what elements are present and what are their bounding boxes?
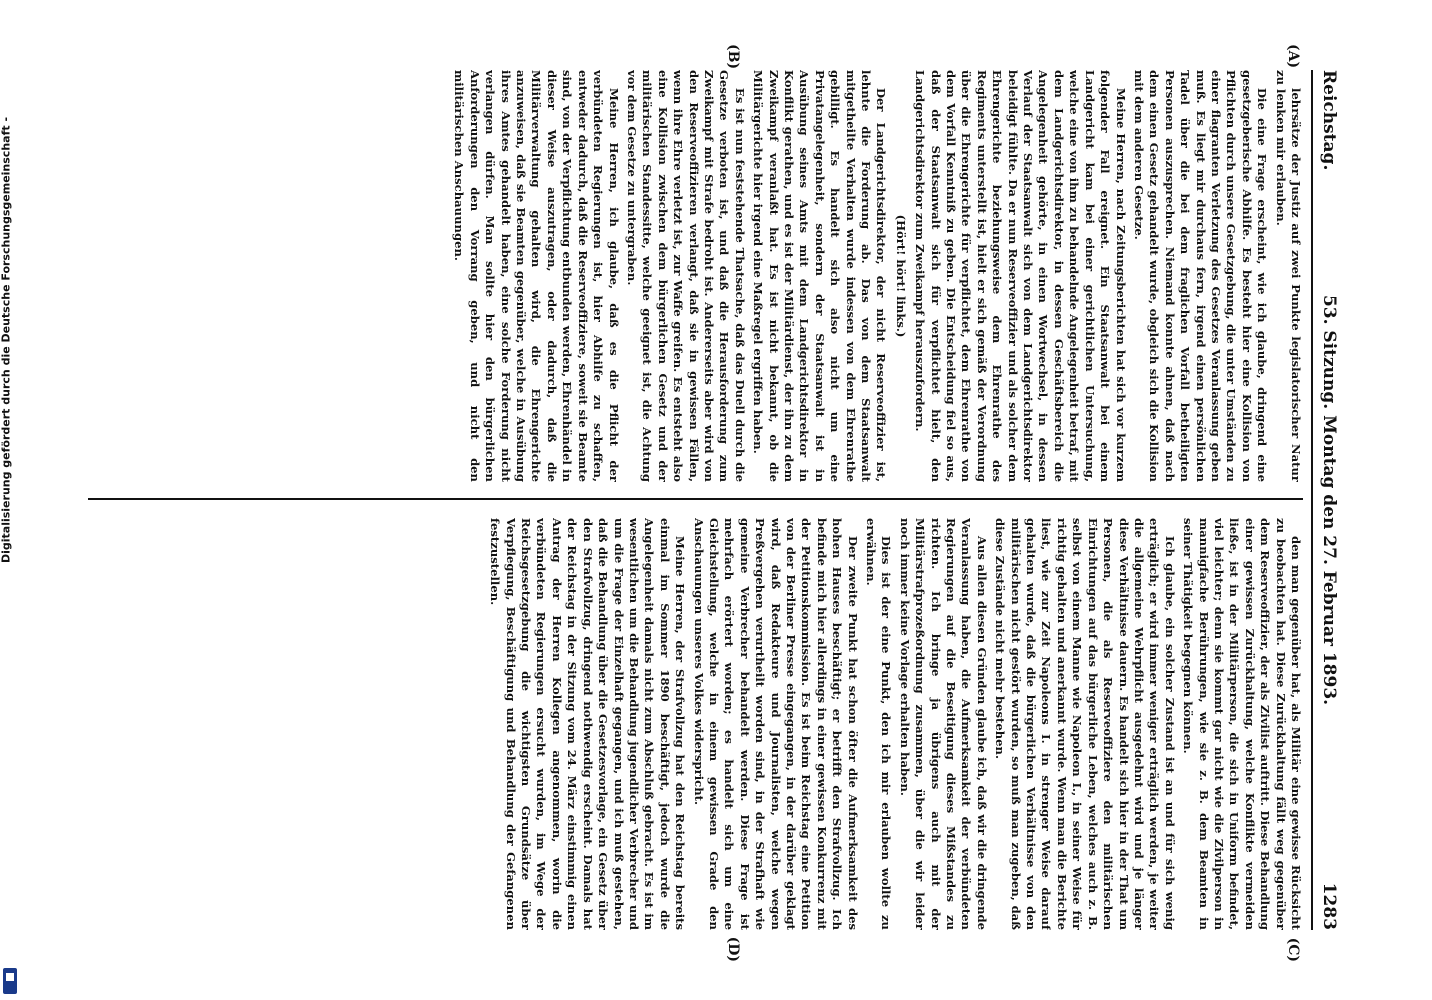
paragraph: Der Landgerichtsdirektor, der nicht Reserveoffizier ist, lehnte die Forderung ab. Das von dem Staatsanwalt mitgetheilte Verhalten wurde indessen von dem Ehrenrathe gebilligt. Es handelt sich also nicht um eine Privatangelegenheit, sondern der Staatsanwalt ist in Ausübung seines Amts mit dem Landgerichtsdirektor in Konflikt gerathen, und es ist der Militärdienst, der ihn zu dem Zweikampf veranlaßt hat. Es ist nicht bekannt, ob die Militärgerichte hier irgend eine Maßregel ergriffen haben.	[751, 70, 889, 482]
column-divider	[88, 498, 1303, 500]
credit-text: Digitalisierung gefördert durch die Deutsche Forschungsgemeinschaft -	[0, 116, 13, 564]
paragraph: Die eine Frage erscheint, wie ich glaube, dringend eine gesetzgeberische Abhilfe. Es besteht hier eine Kollision von Pflichten durch unsere Gesetzgebung, die unter Umständen zu einer flagranten Verletzung des Gesetzes Veranlassung geben muß. Es liegt mir durchaus fern, irgend einen persönlichen Tadel über die bei dem fraglichen Vorfall betheiligten Personen auszusprechen. Niemand konnte ahnen, daß nach dem einen Gesetz gehandelt wurde, obgleich sich die Kollision mit dem anderen Gesetze.	[1131, 70, 1270, 482]
digitization-credit	[0, 20, 16, 660]
left-column	[88, 70, 1303, 482]
paragraph: Der zweite Punkt hat schon öfter die Aufmerksamkeit des hohen Hauses beschäftigt; er betrifft den Strafvollzug. Ich befinde mich hier allerdings in einer gewissen Konkurrenz mit der Petitionskommission. Es ist beim Reichstag eine Petition von der Berliner Presse eingegangen, in der darüber geklagt wird, daß Redakteure und Journalisten, welche wegen Preßvergehen verurtheilt worden sind, in der Strafhaft wie gemeine Verbrecher behandelt werden. Diese Frage ist mehrfach erörtert worden; es handelt sich um eine Gleichstellung, welche in einem gewissen Grade den Anschauungen unseres Volkes widerspricht.	[691, 518, 860, 930]
paragraph: Meine Herren, ich glaube, daß es die Pflicht der verbündeten Regierungen ist, hier Abhilfe zu schaffen, entweder dadurch, daß die Reserveoffiziere, soweit sie Beamte sind, von der Verpflichtung entbunden werden, Ehrenhändel in dieser Weise auszutragen, oder dadurch, daß die Militärverwaltung gehalten wird, die Ehrengerichte anzuweisen, daß sie Beamten gegenüber, welche in Ausübung ihres Amtes gehandelt haben, eine solche Forderung nicht verlangen dürfen. Man sollte hier den bürgerlichen Anforderungen den Vorrang geben, und nicht den militärischen Anschauungen.	[452, 70, 621, 482]
paragraph: lehrsätze der Justiz auf zwei Punkte legislatorischer Natur zu lenken mir erlauben.	[1273, 70, 1303, 482]
dfg-logo-icon	[3, 968, 17, 994]
page-number: 1283	[1319, 882, 1339, 930]
paragraph: den man gegenüber hat, als Militär eine gewisse Rücksicht zu beobachten hat. Diese Zurückhaltung fällt weg gegenüber dem Reserveoffizier, der als Zivilist auftritt. Diese Behandlung einer gewissen Zurückhaltung, welche Konflikte vermeiden ließe, ist in der Militärperson, die sich in Uniform befindet, viel leichter; denn sie kommt gar nicht wie die Zivilperson in mannigfache Berührungen, wie sie z. B. dem Beamten in seiner Thätigkeit begegnen können.	[1181, 518, 1303, 930]
right-column	[88, 518, 1303, 930]
paragraph: Es ist nun feststehende Thatsache, daß das Duell durch die Gesetze verboten ist, und daß die Herausforderung zum Zweikampf mit Strafe bedroht ist. Andererseits aber wird von den Reserveoffizieren verlangt, daß sie in gewissen Fällen, wenn ihre Ehre verletzt ist, zur Waffe greifen. Es entsteht also eine Kollision zwischen dem bürgerlichen Gesetz und der militärischen Standessitte, welche geeignet ist, die Achtung vor dem Gesetze zu untergraben.	[624, 70, 747, 482]
interjection: (Hört! hört! links.)	[893, 214, 908, 338]
paragraph: Meine Herren, nach Zeitungsberichten hat sich vor kurzem folgender Fall ereignet. Ein Staatsanwalt bei einem Landgericht kam bei einer gerichtlichen Untersuchung, welche eine von ihm zu behandelnde Angelegenheit betraf, mit dem Landgerichtsdirektor, in dessen Geschäftsbereich die Angelegenheit gehörte, in einen Wortwechsel, in dessen Verlauf der Staatsanwalt sich von dem Landgerichtsdirektor beleidigt fühlte. Da er nun Reserveoffizier und als solcher dem Ehrengerichte beziehungsweise dem Ehrenrathe des Regiments unterstellt ist, hielt er sich gemäß der Verordnung über die Ehrengerichte für verpflichtet, dem Ehrenrathe von dem Vorfall Kenntniß zu geben. Die Entscheidung fiel so aus, daß der Staatsanwalt sich für verpflichtet hielt, den Landgerichtsdirektor zum Zweikampf herauszufordern.	[913, 70, 1128, 482]
paragraph: Ich glaube, ein solcher Zustand ist an und für sich wenig erträglich; er wird immer weniger erträglich werden, je weiter die allgemeine Wehrpflicht ausgedehnt wird und je länger diese Verhältnisse dauern. Es handelt sich hier in der That um Personen, die als Reserveoffiziere den militärischen Einrichtungen auf das bürgerliche Leben, welches auch z. B. selbst von einem Manne wie Napoleon I., in seiner Weise für richtig gehalten und anerkannt wurde. Wenn man die Berichte liest, wie zur Zeit Napoleons I. in strenger Weise darauf gehalten wurde, daß die bürgerlichen Verhältnisse von den militärischen nicht gestört wurden, so muß man zugeben, daß diese Zustände nicht mehr bestehen.	[993, 518, 1177, 930]
paragraph: Aus allen diesen Gründen glaube ich, daß wir die dringende Veranlassung haben, die Aufmerksamkeit der verbündeten Regierungen auf die Beseitigung dieses Mißstandes zu richten. Ich bringe ja übrigens auch mit der Militärstrafprozeßordnung zusammen, über die wir leider noch immer keine Vorlage erhalten haben.	[897, 518, 989, 930]
rotated-document	[71, 20, 1361, 980]
margin-marker-a: (A)	[1285, 44, 1301, 69]
page-header	[1311, 70, 1343, 930]
margin-marker-c: (C)	[1285, 937, 1301, 962]
paragraph: Dies ist der eine Punkt, den ich mir erlauben wollte zu erwähnen.	[864, 518, 894, 930]
paragraph: Meine Herren, der Strafvollzug hat den Reichstag bereits einmal im Sommer 1890 beschäftigt, jedoch wurde die Angelegenheit damals nicht zum Abschluß gebracht. Es ist im wesentlichen um die Behandlung jugendlicher Verbrecher und um die Frage der Einzelhaft gegangen, und ich muß gestehen, daß die Behandlung über die Gesetzesvorlage, ein Gesetz über den Strafvollzug, dringend nothwendig erscheint. Damals hat der Reichstag in der Sitzung vom 24. März einstimmig einen Antrag der Herren Kollegen angenommen, worin die verbündeten Regierungen ersucht wurden, im Wege der Reichsgesetzgebung die wichtigsten Grundsätze über Verpflegung, Beschäftigung und Behandlung der Gefangenen festzustellen.	[488, 518, 688, 930]
header-center: 53. Sitzung. Montag den 27. Februar 1893.	[1319, 294, 1339, 706]
margin-marker-b: (B)	[725, 44, 741, 70]
header-left: Reichstag.	[1319, 70, 1339, 171]
margin-marker-d: (D)	[725, 936, 741, 962]
text-columns	[88, 70, 1303, 930]
